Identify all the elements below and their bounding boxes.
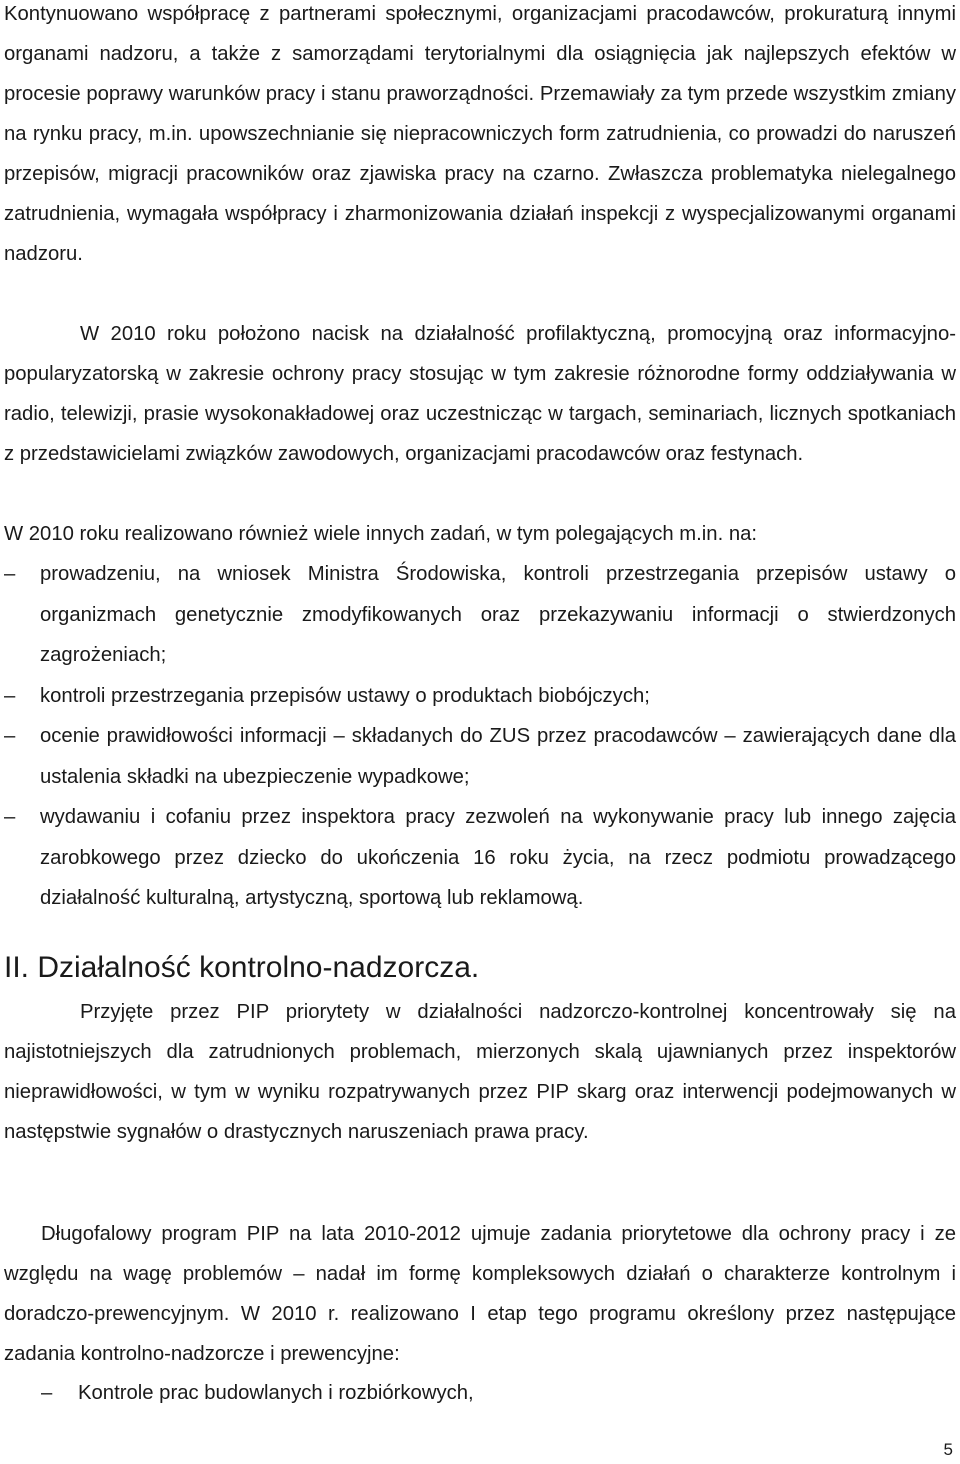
program-tasks-list — [4, 1373, 956, 1414]
dash-bullet: – — [41, 1382, 53, 1404]
list-item-text: Kontrole prac budowlanych i rozbiórkowych, — [78, 1382, 474, 1404]
list-item-text: kontroli przestrzegania przepisów ustawy o produktach biobójczych; — [40, 684, 650, 707]
paragraph-priorities: Przyjęte przez PIP priorytety w działalności nadzorczo-kontrolnej koncentrowały się na najistotniejszych dla zatrudnionych problemach, mierzonych skalą ujawnianych przez inspektorów nieprawidłowości, w tym w wyniku rozpatrywanych przez PIP skarg oraz interwencji podejmowanych w następstwie sygnałów o drastycznych naruszeniach prawa pracy. — [4, 1001, 956, 1143]
list-item-text: ocenie prawidłowości informacji – składanych do ZUS przez pracodawców – zawierających dane dla ustalenia składki na ubezpieczenie wypadkowe; — [40, 725, 956, 788]
list-item — [4, 676, 956, 717]
list-item — [4, 1373, 956, 1414]
section-heading: II. Działalność kontrolno-nadzorcza. — [4, 951, 480, 984]
list-item-text: prowadzeniu, na wniosek Ministra Środowiska, kontroli przestrzegania przepisów ustawy o organizmach genetycznie zmodyfikowanych oraz przekazywaniu informacji o stwierdzonych zagrożeniach; — [40, 563, 956, 666]
paragraph-prevention: W 2010 roku położono nacisk na działalność profilaktyczną, promocyjną oraz informacyjno-popularyzatorską w zakresie ochrony pracy stosując w tym zakresie różnorodne formy oddziaływania w radio, telewizji, prasie wysokonakładowej oraz uczestnicząc w targach, seminariach, licznych spotkaniach z przedstawicielami związków zawodowych, organizacjami pracodawców oraz festynach. — [4, 323, 956, 465]
dash-bullet: – — [4, 563, 16, 585]
list-item — [4, 716, 956, 797]
list-item — [4, 797, 956, 919]
paragraph-program: Długofalowy program PIP na lata 2010-2012 ujmuje zadania priorytetowe dla ochrony pracy i ze względu na wagę problemów – nadał im formę kompleksowych działań o charakterze kontrolnym i doradczo-prewencyjnym. W 2010 r. realizowano I etap tego programu określony przez następujące zadania kontrolno-nadzorcze i prewencyjne: — [4, 1223, 956, 1365]
list-item — [4, 554, 956, 676]
dash-bullet: – — [4, 725, 16, 747]
page-number: 5 — [943, 1440, 953, 1459]
paragraph-cooperation: Kontynuowano współpracę z partnerami społecznymi, organizacjami pracodawców, prokuraturą innymi organami nadzoru, a także z samorządami terytorialnymi dla osiągnięcia jak najlepszych efektów w procesie poprawy warunków pracy i stanu praworządności. Przemawiały za tym przede wszystkim zmiany na rynku pracy, m.in. upowszechnianie się niepracowniczych form zatrudnienia, co prowadzi do naruszeń przepisów, migracji pracowników oraz zjawiska pracy na czarno. Zwłaszcza problematyka nielegalnego zatrudnienia, wymagała współpracy i zharmonizowania działań inspekcji z wyspecjalizowanymi organami nadzoru. — [4, 3, 956, 265]
dash-bullet: – — [4, 806, 16, 828]
dash-bullet: – — [4, 684, 16, 707]
paragraph-other-tasks: W 2010 roku realizowano również wiele innych zadań, w tym polegających m.in. na: — [4, 523, 758, 545]
tasks-list — [4, 554, 956, 919]
list-item-text: wydawaniu i cofaniu przez inspektora pracy zezwoleń na wykonywanie pracy lub innego zajęcia zarobkowego przez dziecko do ukończenia 16 roku życia, na rzecz podmiotu prowadzącego działalność kulturalną, artystyczną, sportową lub reklamową. — [40, 806, 956, 909]
